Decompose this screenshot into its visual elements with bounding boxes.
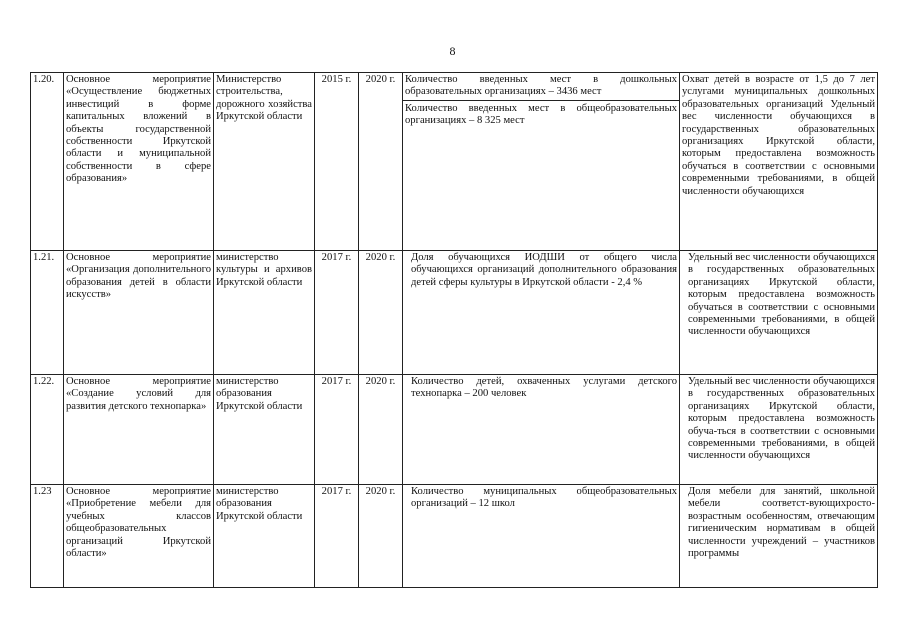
end-year: 2020 г. bbox=[359, 375, 403, 485]
executor: Министерство строительства, дорожного хозяйства Иркутской области bbox=[214, 73, 315, 251]
row-number: 1.20. bbox=[31, 73, 64, 251]
start-year: 2017 г. bbox=[315, 375, 359, 485]
program-events-table bbox=[30, 72, 878, 588]
expected-result: Доля обучающихся ИОДШИ от общего числа обучающихся организаций дополнительного образования детей сферы культуры в Иркутской области - 2,4 % bbox=[403, 251, 680, 375]
start-year: 2017 г. bbox=[315, 485, 359, 588]
table-row bbox=[31, 375, 878, 485]
target-indicators: Охват детей в возрасте от 1,5 до 7 лет услугами муниципальных дошкольных образовательных организаций Удельный вес численности обучающихся в государственных образовательных организациях Иркутской области, которым предоставлена возможность обучаться в соответствии с основными современными требованиями, в общей численности обучающихся bbox=[680, 73, 878, 251]
expected-result-part: Количество введенных мест в общеобразовательных организациях – 8 325 мест bbox=[405, 102, 677, 127]
executor: министерство образования Иркутской области bbox=[214, 375, 315, 485]
target-indicators: Доля мебели для занятий, школьной мебели соответст-вующихросто-возрастным особенностям, отвечающим гигиеническим нормативам в общей численности учреждений – участников программы bbox=[680, 485, 878, 588]
row-number: 1.21. bbox=[31, 251, 64, 375]
table-row bbox=[31, 73, 878, 251]
executor: министерство культуры и архивов Иркутской области bbox=[214, 251, 315, 375]
executor: министерство образования Иркутской области bbox=[214, 485, 315, 588]
event-name: Основное мероприятие «Приобретение мебели для учебных классов общеобразовательных организаций Иркутской области» bbox=[64, 485, 214, 588]
event-name: Основное мероприятие «Осуществление бюджетных инвестиций в форме капитальных вложений в объекты государственной собственности Иркутской области и муниципальной собственности в сфере образования» bbox=[64, 73, 214, 251]
row-number: 1.23 bbox=[31, 485, 64, 588]
table-row bbox=[31, 485, 878, 588]
row-number: 1.22. bbox=[31, 375, 64, 485]
table-row bbox=[31, 251, 878, 375]
expected-result: Количество муниципальных общеобразовательных организаций – 12 школ bbox=[403, 485, 680, 588]
target-indicators: Удельный вес численности обучающихся в государственных образовательных организациях Иркутской области, которым предоставлена возможность обуча-ться в соответствии с основными современными требованиями, в общей численности обучающихся bbox=[680, 375, 878, 485]
expected-result bbox=[403, 73, 680, 251]
expected-result: Количество детей, охваченных услугами детского технопарка – 200 человек bbox=[403, 375, 680, 485]
end-year: 2020 г. bbox=[359, 485, 403, 588]
start-year: 2017 г. bbox=[315, 251, 359, 375]
end-year: 2020 г. bbox=[359, 73, 403, 251]
event-name: Основное мероприятие «Организация дополнительного образования детей в области искусств» bbox=[64, 251, 214, 375]
start-year: 2015 г. bbox=[315, 73, 359, 251]
expected-result-part: Количество введенных мест в дошкольных образовательных организациях – 3436 мест bbox=[403, 73, 679, 101]
target-indicators: Удельный вес численности обучающихся в государственных образовательных организациях Иркутской области, которым предоставлена возможность обучаться в соответствии с основными современными требованиями, в общей численности обучающихся bbox=[680, 251, 878, 375]
event-name: Основное мероприятие «Создание условий для развития детского технопарка» bbox=[64, 375, 214, 485]
end-year: 2020 г. bbox=[359, 251, 403, 375]
page-number: 8 bbox=[449, 44, 456, 58]
